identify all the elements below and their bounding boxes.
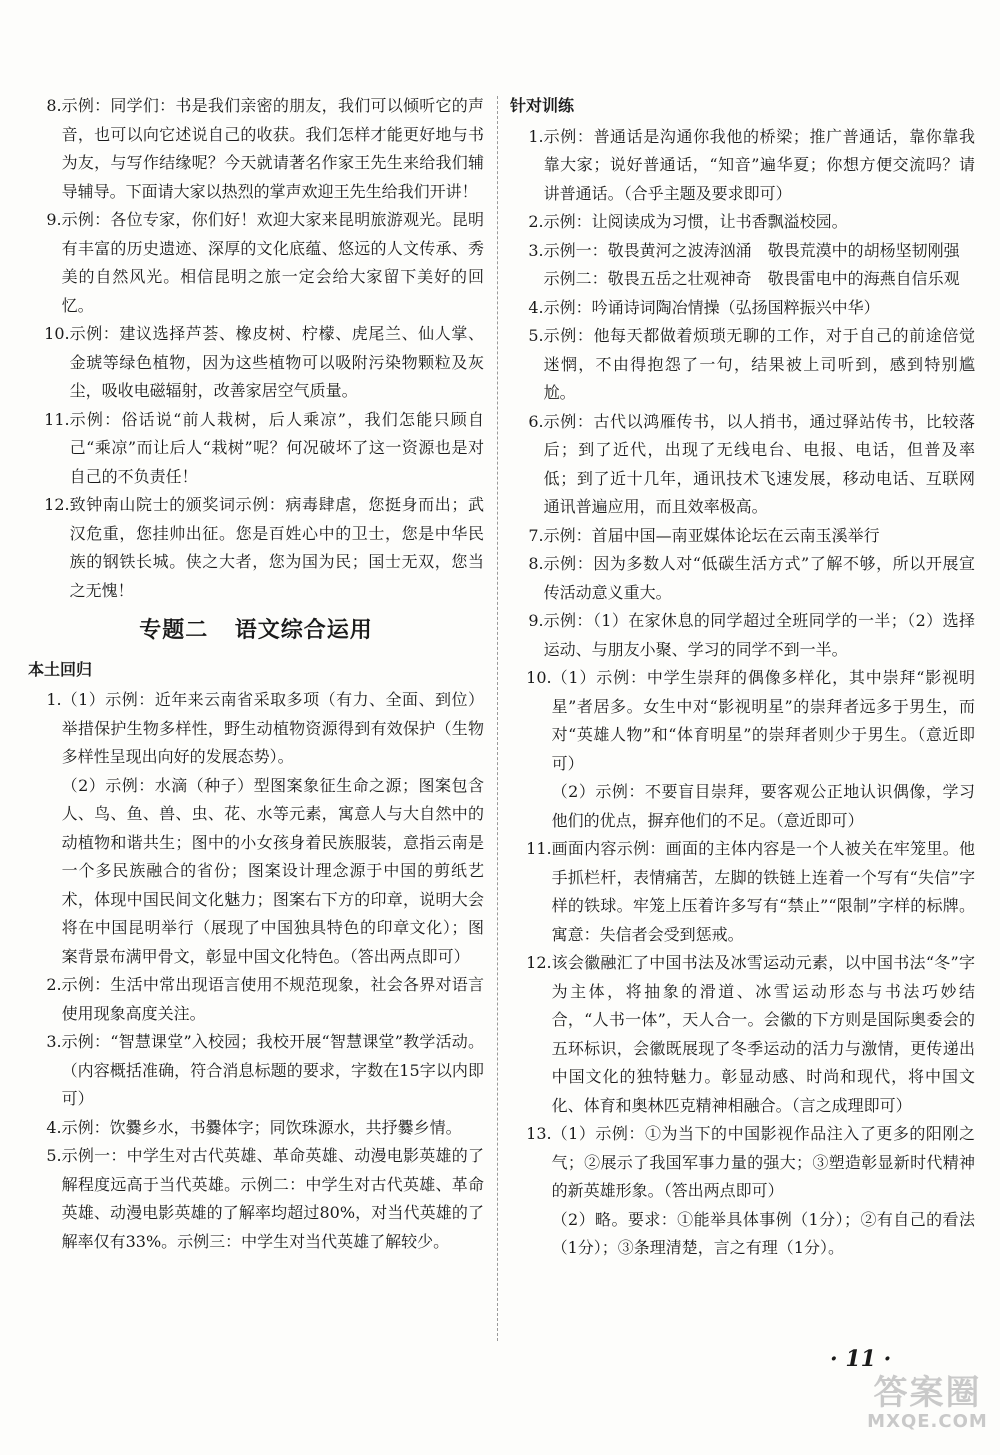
item-text: 致钟南山院士的颁奖词示例：病毒肆虐，您挺身而出；武汉危重，您挂帅出征。您是百姓心中的卫士，您是中华民族的钢铁长城。侠之大者，您为国为民；国士无双，您当之无愧！	[69, 495, 484, 600]
chapter-name: 语文综合运用	[234, 618, 373, 643]
watermark-logo	[860, 1375, 995, 1432]
item-text: 画面内容示例：画面的主体内容是一个人被关在牢笼里。他手抓栏杆，表情痛苦，左脚的铁链上连着一个写有“失信”字样的铁球。牢笼上压着许多写有“禁止”“限制”字样的标牌。寓意：失信者会受到惩戒。	[551, 839, 975, 944]
list-item	[28, 1114, 484, 1143]
list-item	[510, 522, 975, 551]
item-number: 1.	[46, 690, 62, 709]
item-number: 4.	[46, 1117, 62, 1137]
section-heading-training: 针对训练	[510, 96, 575, 115]
item-text: 该会徽融汇了中国书法及冰雪运动元素，以中国书法“冬”字为主体，将抽象的滑道、冰雪运动形态与书法巧妙结合，“人书一体”，天人合一。会徽的下方则是国际奥委会的五环标识，会徽既展现了冬季运动的活力与激情，更传递出中国文化的独特魅力。彰显动感、时尚和现代，将中国文化、体育和奥林匹克精神相融合。（言之成理即可）	[551, 953, 975, 1115]
item-text: 示例：普通话是沟通你我他的桥梁；推广普通话，靠你靠我靠大家；说好普通话，“知音”遍华夏；你想方便交流吗？请讲普通话。（合乎主题及要求即可）	[543, 126, 975, 203]
chapter-title	[28, 617, 484, 646]
item-text: （1）示例：中学生崇拜的偶像多样化，其中崇拜“影视明星”者居多。女生中对“影视明星”的崇拜者远多于男生，而对“英雄人物”和“体育明星”的崇拜者则少于男生。（意近即可）	[551, 668, 975, 773]
item-text: 示例：吟诵诗词陶冶情操（弘扬国粹振兴中华）	[543, 297, 880, 317]
item-number: 10.	[526, 668, 552, 687]
item-number: 12.	[44, 495, 70, 514]
item-number: 3.	[46, 1032, 62, 1051]
list-item	[28, 92, 484, 206]
right-items	[510, 123, 975, 1263]
item-text: 示例一：敬畏黄河之波涛汹涌 敬畏荒漠中的胡杨坚韧刚强	[543, 240, 960, 260]
item-number: 10.	[44, 324, 70, 343]
item-number: 13.	[526, 1124, 552, 1143]
item-number: 9.	[46, 210, 62, 229]
list-item	[28, 971, 484, 1028]
item-text: 示例：古代以鸿雁传书，以人捎书，通过驿站传书，比较落后；到了近代，出现了无线电台、电报、电话，但普及率低；到了近十几年，通讯技术飞速发展，移动电话、互联网通讯普遍应用，而且效率极高。	[543, 411, 975, 516]
item-subpart: （2）示例：水滴（种子）型图案象征生命之源；图案包含人、鸟、鱼、兽、虫、花、水等元素，寓意人与大自然中的动植物和谐共生；图中的小女孩身着民族服装，意指云南是一个多民族融合的省份；图案设计理念源于中国的剪纸艺术，体现中国民间文化魅力；图案右下方的印章，说明大会将在中国昆明举行（展现了中国独具特色的印章文化）；图案背景布满甲骨文，彰显中国文化特色。（答出两点即可）	[61, 775, 484, 966]
list-item	[28, 686, 484, 772]
item-text: 示例一：中学生对古代英雄、革命英雄、动漫电影英雄的了解程度远高于当代英雄。示例二：中学生对古代英雄、革命英雄、动漫电影英雄的了解率均超过80%，对当代英雄的了解率仅有33%。示例三：中学生对当代英雄了解较少。	[61, 1146, 484, 1251]
list-item	[28, 491, 484, 605]
item-number: 6.	[528, 411, 544, 431]
item-text: （1）示例：①为当下的中国影视作品注入了更多的阳刚之气；②展示了我国军事力量的强大；③塑造彰显新时代精神的新英雄形象。（答出两点即可）	[551, 1124, 975, 1200]
item-number: 3.	[528, 240, 544, 260]
list-item	[510, 835, 975, 949]
item-text: 示例：生活中常出现语言使用不规范现象，社会各界对语言使用现象高度关注。	[61, 975, 484, 1023]
right-column	[510, 92, 975, 1263]
item-text: 示例：首届中国—南亚媒体论坛在云南玉溪举行	[543, 525, 880, 545]
section-heading-local: 本土回归	[28, 659, 93, 679]
list-item	[510, 237, 975, 266]
item-number: 11.	[526, 839, 552, 858]
item-text: （1）示例：近年来云南省采取多项（有力、全面、到位）举措保护生物多样性，野生动植物资源得到有效保护（生物多样性呈现出向好的发展态势）。	[61, 690, 484, 766]
item-number: 2.	[528, 212, 544, 231]
item-number: 8.	[528, 554, 544, 573]
list-item	[510, 322, 975, 408]
column-divider	[497, 96, 498, 1341]
item-number: 8.	[46, 96, 62, 115]
list-item	[510, 550, 975, 607]
page-number: · 11 ·	[830, 1346, 892, 1372]
item-text: 示例：各位专家，你们好！欢迎大家来昆明旅游观光。昆明有丰富的历史遗迹、深厚的文化底蕴、悠远的人文传承、秀美的自然风光。相信昆明之旅一定会给大家留下美好的回忆。	[61, 210, 484, 315]
item-number: 1.	[528, 126, 544, 146]
list-item	[510, 949, 975, 1120]
list-item	[28, 406, 484, 492]
watermark-url: MXQE.COM	[867, 1411, 988, 1433]
item-number: 5.	[46, 1146, 62, 1165]
list-item	[510, 123, 975, 209]
list-item	[510, 1120, 975, 1206]
list-item	[28, 206, 484, 320]
item-number: 7.	[528, 525, 544, 545]
item-text: 示例：“智慧课堂”入校园；我校开展“智慧课堂”教学活动。（内容概括准确，符合消息标题的要求，字数在15字以内即可）	[61, 1032, 484, 1108]
item-number: 2.	[46, 975, 62, 994]
item-subpart: 示例二：敬畏五岳之壮观神奇 敬畏雷电中的海燕自信乐观	[543, 269, 960, 288]
left-bottom-items	[28, 686, 484, 1256]
list-item	[510, 208, 975, 237]
item-text: 示例：（1）在家休息的同学超过全班同学的一半；（2）选择运动、与朋友小聚、学习的同学不到一半。	[543, 611, 975, 659]
item-text: 示例：他每天都做着烦琐无聊的工作，对于自己的前途倍觉迷惘，不由得抱怨了一句，结果被上司听到，感到特别尴尬。	[543, 326, 975, 402]
watermark-text: 答案圈	[873, 1373, 982, 1413]
list-item	[28, 1028, 484, 1114]
item-number: 5.	[528, 326, 544, 345]
chapter-label: 专题二	[139, 618, 209, 643]
list-item	[28, 1142, 484, 1256]
list-item	[510, 607, 975, 664]
left-column	[28, 92, 484, 1256]
item-subpart: （2）示例：不要盲目崇拜，要客观公正地认识偶像，学习他们的优点，摒弃他们的不足。（意近即可）	[551, 782, 975, 830]
list-item	[510, 294, 975, 323]
item-text: 示例：让阅读成为习惯，让书香飘溢校园。	[543, 212, 848, 231]
left-top-items	[28, 92, 484, 605]
item-text: 示例：同学们：书是我们亲密的朋友，我们可以倾听它的声音，也可以向它述说自己的收获。我们怎样才能更好地与书为友，与写作结缘呢？今天就请著名作家王先生来给我们辅导辅导。下面请大家以热烈的掌声欢迎王先生给我们开讲！	[61, 96, 484, 201]
list-item	[510, 664, 975, 778]
list-item	[28, 320, 484, 406]
item-text: 示例：因为多数人对“低碳生活方式”了解不够，所以开展宣传活动意义重大。	[543, 554, 975, 602]
list-item	[510, 408, 975, 522]
item-number: 12.	[526, 953, 552, 972]
item-text: 示例：建议选择芦荟、橡皮树、柠檬、虎尾兰、仙人掌、金琥等绿色植物，因为这些植物可以吸附污染物颗粒及灰尘，吸收电磁辐射，改善家居空气质量。	[69, 324, 484, 400]
item-number: 9.	[528, 611, 544, 630]
item-text: 示例：饮爨乡水，书爨体字；同饮珠源水，共抒爨乡情。	[61, 1117, 462, 1137]
item-number: 11.	[44, 409, 70, 429]
item-subpart: （2）略。要求：①能举具体事例（1分）；②有自己的看法（1分）；③条理清楚，言之有理（1分）。	[551, 1209, 975, 1257]
item-text: 示例：俗话说“前人栽树，后人乘凉”，我们怎能只顾自己“乘凉”而让后人“栽树”呢？何况破坏了这一资源也是对自己的不负责任！	[69, 409, 484, 486]
item-number: 4.	[528, 297, 544, 317]
